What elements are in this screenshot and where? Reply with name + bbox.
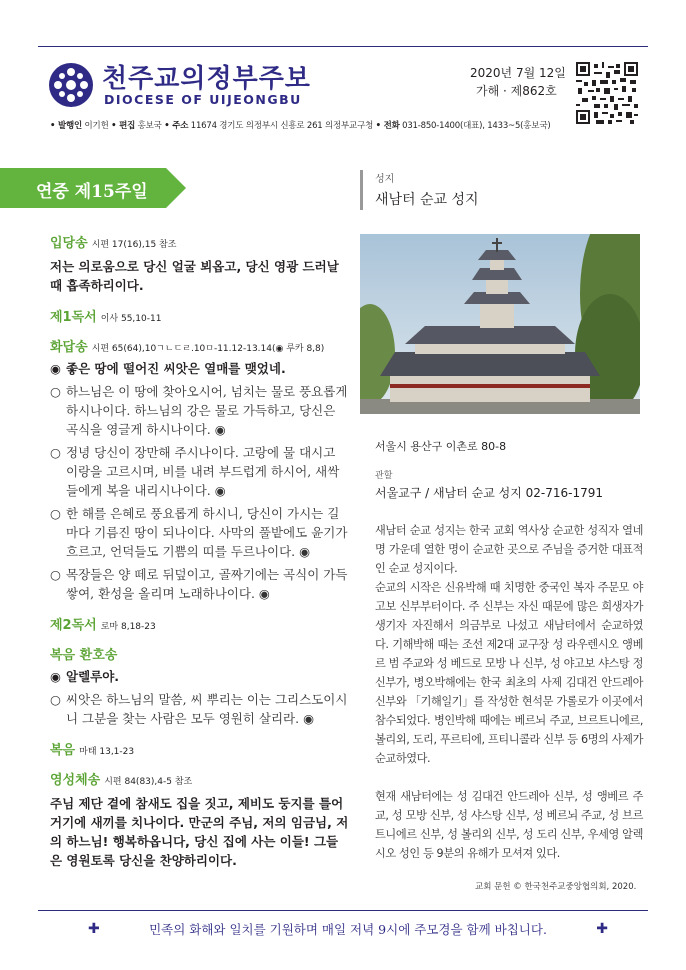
copyright: 교회 문헌 © 한국천주교중앙협의회, 2020.	[475, 882, 637, 892]
gospel-heading: 복음 마태 13,1-23	[50, 743, 135, 758]
shrine-jurisdiction: 서울교구 / 새남터 순교 성지 02-716-1791	[375, 486, 604, 500]
psalm-heading: 화답송 시편 65(64),10ㄱㄴㄷㄹ.10ㅁ-11.12-13.14(◉ 루카 8,8)	[50, 340, 325, 355]
cross-icon: ✚	[88, 921, 100, 937]
issue-number: 가해 · 제862호	[476, 84, 557, 98]
entrance-heading: 입당송 시편 17(16),15 참조	[50, 236, 177, 251]
publication-info: • 발행인 이기헌 • 편집 홍보국 • 주소 11674 경기도 의정부시 신흥로 261 의정부교구청 • 전화 031-850-1400(대표), 1433~5(홍보국)	[50, 121, 551, 131]
shrine-name: 새남터 순교 성지	[375, 192, 479, 208]
psalm-refrain: ◉ 좋은 땅에 떨어진 씨앗은 열매를 맺었네.	[50, 361, 286, 376]
psalm-verse: ○ 목장들은 양 떼로 뒤덮이고, 골짜기에는 곡식이 가득 쌓여, 환성을 올리며 노래하나이다. ◉	[50, 567, 348, 601]
entrance-text: 저는 의로움으로 당신 얼굴 뵈옵고, 당신 영광 드러날 때 흡족하리이다.	[50, 259, 339, 293]
shrine-paragraph: 현재 새남터에는 성 김대건 안드레아 신부, 성 앵베르 주교, 성 모방 신부, 성 샤스탕 신부, 성 베르뇌 주교, 성 브르트니에르 신부, 성 볼리외 신부, 성 도리 신부, 우세영 알렉시오 성인 등 9분의 유해가 모셔져 있다.	[375, 790, 643, 860]
shrine-description	[375, 521, 643, 863]
alleluia-refrain: ◉ 알렐루야.	[50, 669, 120, 684]
reading2-heading: 제2독서 로마 8,18-23	[50, 618, 156, 633]
shrine-category: 성지	[375, 174, 395, 185]
shrine-photo	[360, 234, 640, 414]
qr-code-icon[interactable]	[576, 62, 638, 124]
shrine-paragraph: 새남터 순교 성지는 한국 교회 역사상 순교한 성직자 열네 명 가운데 열한 명이 순교한 곳으로 주님을 증거한 대표적인 순교 성지이다.	[375, 524, 643, 575]
top-rule	[38, 46, 648, 47]
psalm-verse: ○ 정녕 당신이 장만해 주시나이다. 고랑에 물 대시고 이랑을 고르시며, 비를 내려 부드럽게 하시어, 새싹들에게 복을 내리시나이다. ◉	[50, 445, 340, 498]
shrine-header	[360, 170, 479, 210]
alleluia-verse: ○ 씨앗은 하느님의 말씀, 씨 뿌리는 이는 그리스도이시니 그분을 찾는 사람은 모두 영원히 살리라. ◉	[50, 692, 348, 726]
communion-heading: 영성체송 시편 84(83),4-5 참조	[50, 773, 193, 788]
jurisdiction-label: 관할	[375, 471, 393, 481]
reading1-heading: 제1독서 이사 55,10-11	[50, 310, 162, 325]
communion-text: 주님 제단 곁에 참새도 집을 짓고, 제비도 둥지를 틀어 거기에 새끼를 치나이다. 만군의 주님, 저의 임금님, 저의 하느님! 행복하옵니다, 당신 집에 사는 이들! 그들은 영원토록 당신을 찬양하리이다.	[50, 796, 349, 868]
diocese-logo-icon	[48, 62, 94, 108]
footer	[88, 920, 608, 938]
shrine-paragraph: 순교의 시작은 신유박해 때 치명한 중국인 복자 주문모 야고보 신부부터이다. 주 신부는 자신 때문에 많은 희생자가 생기자 자진해서 의금부로 나섰고 새남터에서 순교하였다. 기해박해 때는 조선 제2대 교구장 성 라우렌시오 앵베르 범 주교와 성 베드로 모방 나 신부, 성 야고보 샤스탕 정 신부가, 병오박해에는 한국 최초의 사제 김대건 안드레아 신부와 「기해일기」를 작성한 현석문 가롤로가 이곳에서 참수되었다. 병인박해 때에는 베르뇌 주교, 브르트니에르, 볼리외, 도리, 푸르티에, 프티니콜라 신부 등 6명의 사제가 순교하였다.	[375, 581, 643, 765]
psalm-verse: ○ 한 해를 은혜로 풍요롭게 하시니, 당신이 가시는 길마다 기름진 땅이 되나이다. 사막의 풀밭에도 윤기가 흐르고, 언덕들도 기쁨의 띠를 두르나이다. ◉	[50, 506, 348, 559]
week-title: 연중 제15주일	[36, 182, 148, 202]
psalm-verse: ○ 하느님은 이 땅에 찾아오시어, 넘치는 물로 풍요롭게 하시나이다. 하느님의 강은 물로 가득하고, 당신은 곡식을 영글게 하시나이다. ◉	[50, 384, 348, 437]
issue-date: 2020년 7월 12일	[470, 66, 566, 80]
footer-text: 민족의 화해와 일치를 기원하며 매일 저녁 9시에 주모경을 함께 바칩니다.	[149, 922, 547, 937]
liturgy-column	[50, 232, 350, 870]
cross-icon: ✚	[596, 921, 608, 937]
bulletin-title: 천주교의정부주보	[102, 64, 311, 94]
alleluia-heading: 복음 환호송	[50, 648, 118, 663]
shrine-address: 서울시 용산구 이촌로 80-8	[375, 440, 507, 453]
bottom-rule	[38, 910, 648, 911]
bulletin-subtitle: DIOCESE OF UIJEONGBU	[104, 92, 302, 107]
